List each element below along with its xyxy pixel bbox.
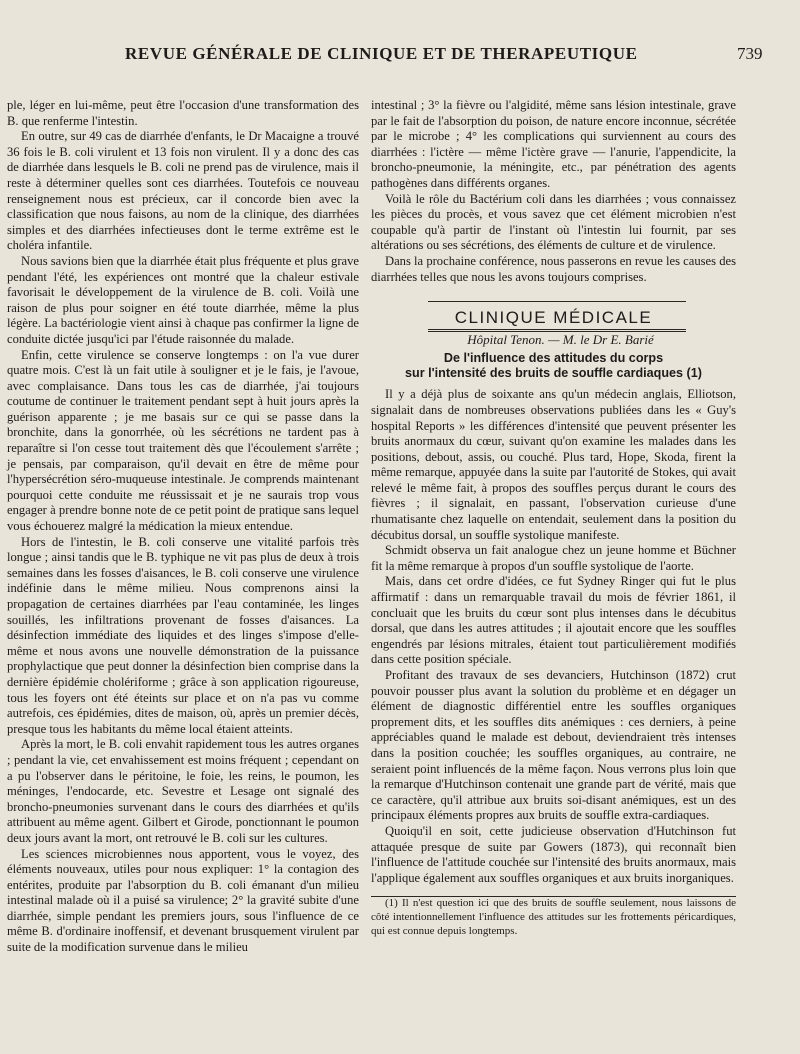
footnote: (1) Il n'est question ici que des bruits de souffle seulement, nous laissons de côté intentionnellement l'influence des attitudes sur les frottements péricardiques, qui est connue depuis longtemps. (371, 897, 736, 937)
article-paragraph-4: Profitant des travaux de ses devanciers, Hutchinson (1872) crut pouvoir pousser plus avant la solution du problème et en dégager un élément de diagnostic différentiel entre les souffles organiques proprement dits, et les souffles dits anémiques : ces derniers, à peine appréciables quand le malade est debout, deviendraient très intenses dans la position couchée; les souffles organiques, au contraire, ne seraient point influencés de la même façon. Nous verrons plus loin que la remarque d'Hutchinson contenait une grande part de vérité, mais que ce caractère, qu'il attribue aux bruits soi-disant anémiques, est un des principaux éléments propres aux bruits de souffle extra-cardiaques. (371, 668, 736, 823)
section-title: CLINIQUE MÉDICALE (454, 308, 653, 328)
article-paragraph-1: Il y a déjà plus de soixante ans qu'un médecin anglais, Elliotson, signalait dans de nombreuses observations publiées dans les « Guy's hospital Reports » les différences d'intensité que peuvent présenter les bruits anormaux du cœur, suivant qu'on examine les malades dans les positions, debout, assis, ou couché. Plus tard, Hope, Skoda, firent la même remarque, appuyée dans la suite par l'autorité de Stokes, qui avait relevé le même fait, à propos des souffles perçus durant le cours des fièvres ; il signalait, en passant, l'observation curieuse d'une rhumatisante chez laquelle on entendait, seulement dans la position du décubitus dorsal, un souffle systolique manifeste. (371, 387, 736, 542)
left-paragraph-7: Les sciences microbiennes nous apportent, vous le voyez, des éléments nouveaux, utiles pour nous expliquer: 1° la contagion des entérites, produite par l'absorption du B. coli émanant d'un milieu intestinal malade où il a puisé sa virulence; 2° la gravité subite d'une diarrhée, simple pendant les premiers jours, sous l'influence de ce même B. d'ordinaire inoffensif, et devenant brusquement virulent par suite de la modification survenue dans le milieu (7, 846, 359, 955)
article-title-line-2: sur l'intensité des bruits de souffle cardiaques (1) (405, 366, 702, 381)
article-title-line-1: De l'influence des attitudes du corps (443, 351, 664, 366)
article-paragraph-5: Quoiqu'il en soit, cette judicieuse observation d'Hutchinson fut attaquée presque de suite par Gowers (1873), qui reconnaît bien l'influence de l'attitude couchée sur l'intensité des bruits anormaux, mais l'applique également aux souffles organiques et aux bruits inorganiques. (371, 823, 736, 885)
section-rule-top (428, 301, 686, 302)
hospital-line (371, 332, 736, 348)
left-paragraph-3: Nous savions bien que la diarrhée était plus fréquente et plus grave pendant l'été, les expériences ont montré que la chaleur estivale favorisait le développement de la virulence de B. coli. Voilà une raison de plus pour soigner en été toute diarrhée, même la plus légère. La bactériologie vient ainsi à chaque pas confirmer la ligne de conduite dictée jusqu'ici par l'étude raisonnée du malade. (7, 253, 359, 346)
left-paragraph-4: Enfin, cette virulence se conserve longtemps : on l'a vue durer quatre mois. C'est là un fait utile à souligner et je le fais, je l'avoue, avec complaisance. Dans tous les cas de diarrhée, j'ai toujours coutume de continuer le traitement pendant sept à huit jours après la guérison apparente ; je me basais sur ce qui se passe dans la bronchite, dans la gonorrhée, où les sécrétions ne tardent pas à reparaître si l'on cesse tout traitement dès que l'écoulement s'arrête ; je pensais, par comparaison, qu'il devait en être de même pour l'hypersécrétion séro-muqueuse intestinale. Je comprends maintenant pourquoi cette conduite me réussissait et je ne saurais trop vous engager à prendre bonne note de ce petit point de pratique sans lequel vous échouerez malgré la médication la mieux entendue. (7, 347, 359, 534)
article-title (371, 351, 736, 381)
right-paragraph-1: intestinal ; 3° la fièvre ou l'algidité, même sans lésion intestinale, grave par le fait de l'absorption du poison, de nature encore inconnue, sécrétée par le microbe ; 4° les complications qui surviennent au cours des diarrhées : l'ictère — même l'ictère grave — l'anurie, l'appendicite, la broncho-pneumonie, la méningite, etc., par pénétration des agents pathogènes dans différents organes. (371, 98, 736, 190)
journal-title: REVUE GÉNÉRALE DE CLINIQUE ET DE THERAPEUTIQUE (125, 44, 638, 63)
right-paragraph-3: Dans la prochaine conférence, nous passerons en revue les causes des diarrhées telles que nous les avons toujours comprises. (371, 253, 736, 284)
left-paragraph-6: Après la mort, le B. coli envahit rapidement tous les autres organes ; pendant la vie, cet envahissement est moins fréquent ; cependant on a pu l'observer dans le péritoine, le foie, les reins, le poumon, les méninges, l'endocarde, etc. Sevestre et Lesage ont signalé des broncho-pneumonies survenant dans le cours des diarrhées et qu'ils attribuent au même agent. Gilbert et Girode, ponctionnant le poumon deux jours avant la mort, ont retrouvé le B. coli sur les cultures. (7, 737, 359, 845)
right-column (371, 98, 736, 938)
article-paragraph-3: Mais, dans cet ordre d'idées, ce fut Sydney Ringer qui fut le plus affirmatif : dans un remarquable travail du mois de février 1861, il concluait que les bruits du cœur sont plus intenses dans le décubitus dorsal, que dans les autres attitudes ; il ajoutait encore que les souffles engendrés par lésions mitrales, étaient tout particulièrement modifiés dans cette position spéciale. (371, 574, 736, 667)
left-paragraph-2: En outre, sur 49 cas de diarrhée d'enfants, le Dr Macaigne a trouvé 36 fois le B. coli virulent et 13 fois non virulent. Il y a donc des cas de diarrhée dans lesquels le B. coli ne prend pas de virulence, mais il reste à déterminer quelles sont ces diarrhées. Toutefois ce nouveau renseignement nous est précieux, car il concorde bien avec la classification que nous faisons, au nom de la clinique, des diarrhées simples et des diarrhées infectieuses dont le terme extrême est le choléra infantile. (7, 129, 359, 253)
left-paragraph-1: ple, léger en lui-même, peut être l'occasion d'une transformation des B. que renferme l'intestin. (7, 98, 359, 128)
left-column (7, 98, 359, 956)
right-paragraph-2: Voilà le rôle du Bactérium coli dans les diarrhées ; vous connaissez les pièces du procès, et vous savez que cet élément microbien n'est coupable qu'à partir de l'instant où l'intestin lui fournit, par ses altérations ou ses sécrétions, des éléments de culture et de virulence. (371, 191, 736, 253)
left-paragraph-5: Hors de l'intestin, le B. coli conserve une vitalité parfois très longue ; ainsi tandis que le B. typhique ne vit pas plus de deux à trois semaines dans les fosses d'aisances, le B. coli conserve une virulence indéfinie dans le même milieu. Nous comprenons ainsi la propagation de certaines diarrhées par l'eau contaminée, les linges souillés, les infiltrations provenant de fosses d'aisances. La désinfection immédiate des liquides et des linges s'impose d'elle-même et nous avons une nouvelle démonstration de la puissance prophylactique que peut donner la désinfection bien comprise dans la dernière épidémie cholériforme ; grâce à son application rigoureuse, tous les foyers ont été éteints sur place et on n'a pas vu comme autrefois, ces épidémies, dites de maison, où, après un premier décès, presque tous les habitants du même local étaient atteints. (7, 534, 359, 736)
running-header (0, 44, 800, 68)
hospital-line-text: Hôpital Tenon. — M. le Dr E. Barié (467, 331, 654, 347)
page-number: 739 (737, 44, 763, 63)
article-paragraph-2: Schmidt observa un fait analogue chez un jeune homme et Büchner fit la même remarque à propos d'un souffle systolique de l'aorte. (371, 543, 736, 573)
